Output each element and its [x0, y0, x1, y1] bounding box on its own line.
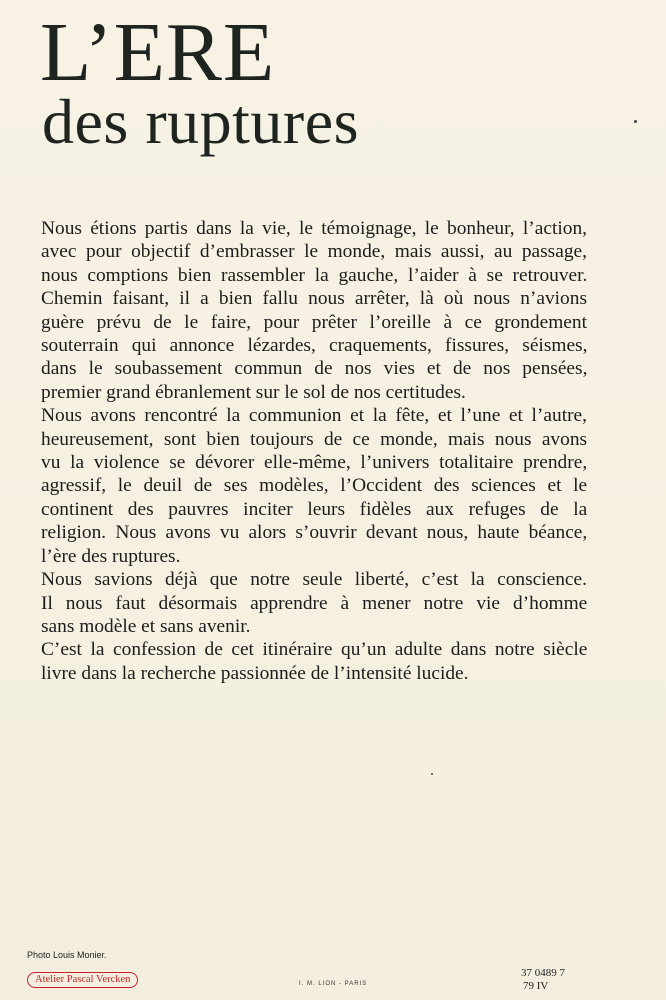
blurb-line: premier grand ébranlement sur le sol de nos certitudes. — [41, 381, 466, 403]
blurb-line: sans modèle et sans avenir. — [41, 615, 251, 637]
blurb-line: vu la violence se dévorer elle-même, l’univers totalitaire prendre, — [41, 452, 588, 474]
blurb-line: l’ère des ruptures. — [41, 545, 181, 567]
printer-mark: I. M. LION - PARIS — [299, 981, 368, 987]
blurb-line: Nous étions partis dans la vie, le témoignage, le bonheur, l’action, — [41, 218, 587, 239]
atelier-logo: Atelier Pascal Vercken — [27, 972, 138, 988]
catalog-code — [521, 967, 565, 993]
title-line-1: L’ERE — [40, 6, 276, 99]
blurb-line: Nous savions déjà que notre seule liberté, c’est la conscience. — [41, 569, 587, 591]
blurb-line: Chemin faisant, il a bien fallu nous arrêter, là où nous n’avions — [41, 288, 587, 310]
title-line-2: des ruptures — [42, 86, 360, 157]
photo-credit: Photo Louis Monier. — [27, 950, 107, 960]
blurb-line: religion. Nous avons vu alors s’ouvrir devant nous, haute béance, — [41, 522, 588, 544]
blurb-line: avec pour objectif d’embrasser le monde, mais aussi, au passage, — [41, 241, 587, 263]
blurb-line: Il nous faut désormais apprendre à mener notre vie d’homme — [41, 592, 588, 614]
blurb-line: livre dans la recherche passionnée de l’intensité lucide. — [41, 662, 469, 684]
blurb-line: souterrain qui annonce lézardes, craquements, fissures, séismes, — [41, 335, 588, 357]
blurb-line: continent des pauvres inciter leurs fidèles aux refuges de la — [41, 498, 588, 520]
blurb-text — [41, 217, 587, 685]
blurb-line: guère prévu de le faire, pour prêter l’oreille à ce grondement — [41, 311, 587, 333]
blurb-line: Nous avons rencontré la communion et la fête, et l’une et l’autre, — [41, 405, 587, 427]
print-speck — [431, 773, 433, 775]
blurb-line: nous comptions bien rassembler la gauche, l’aider à se retrouver. — [41, 264, 588, 286]
blurb-line: agressif, le deuil de ses modèles, l’Occident des sciences et le — [41, 475, 588, 497]
blurb-line: C’est la confession de cet itinéraire qu’un adulte dans notre siècle — [41, 639, 588, 661]
blurb-line: heureusement, sont bien toujours de ce monde, mais nous avons — [41, 428, 588, 450]
blurb-line: dans le soubassement commun de nos vies et de nos pensées, — [41, 358, 588, 380]
print-speck — [634, 120, 637, 123]
catalog-code-line-1: 37 0489 7 — [521, 967, 565, 979]
catalog-code-line-2: 79 IV — [523, 980, 549, 992]
